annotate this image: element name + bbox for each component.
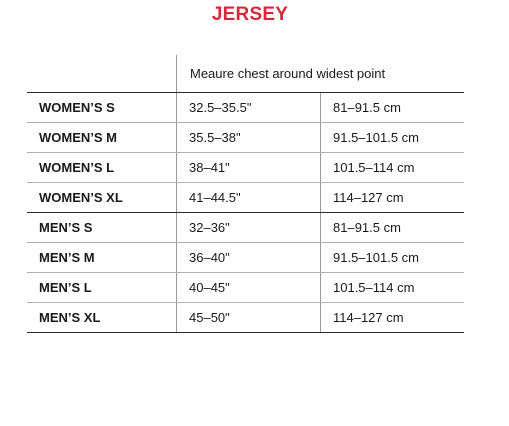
table-row bbox=[27, 213, 464, 243]
cm-value: 91.5–101.5 cm bbox=[321, 123, 465, 153]
inches-value: 45–50" bbox=[177, 303, 321, 333]
size-label: WOMEN’S S bbox=[27, 93, 177, 123]
inches-value: 38–41" bbox=[177, 153, 321, 183]
size-label: WOMEN’S XL bbox=[27, 183, 177, 213]
inches-value: 40–45" bbox=[177, 273, 321, 303]
size-label: WOMEN’S M bbox=[27, 123, 177, 153]
table-row bbox=[27, 243, 464, 273]
table-row bbox=[27, 183, 464, 213]
table-row bbox=[27, 153, 464, 183]
page-title: JERSEY bbox=[211, 4, 289, 25]
cm-value: 81–91.5 cm bbox=[321, 93, 465, 123]
table-row bbox=[27, 93, 464, 123]
table-row bbox=[27, 123, 464, 153]
inches-value: 41–44.5" bbox=[177, 183, 321, 213]
table-row bbox=[27, 303, 464, 333]
size-label: WOMEN’S L bbox=[27, 153, 177, 183]
table-header-row bbox=[27, 55, 464, 93]
cm-value: 101.5–114 cm bbox=[321, 273, 465, 303]
cm-value: 91.5–101.5 cm bbox=[321, 243, 465, 273]
size-label: MEN’S M bbox=[27, 243, 177, 273]
inches-value: 32.5–35.5" bbox=[177, 93, 321, 123]
size-label: MEN’S XL bbox=[27, 303, 177, 333]
inches-value: 35.5–38" bbox=[177, 123, 321, 153]
inches-value: 32–36" bbox=[177, 213, 321, 243]
inches-value: 36–40" bbox=[177, 243, 321, 273]
size-chart-table bbox=[27, 55, 464, 333]
measure-instruction-header: Meaure chest around widest point bbox=[177, 55, 465, 93]
size-label: MEN’S L bbox=[27, 273, 177, 303]
table-row bbox=[27, 273, 464, 303]
cm-value: 114–127 cm bbox=[321, 303, 465, 333]
cm-value: 81–91.5 cm bbox=[321, 213, 465, 243]
cm-value: 114–127 cm bbox=[321, 183, 465, 213]
header-blank-cell bbox=[27, 55, 177, 93]
size-label: MEN’S S bbox=[27, 213, 177, 243]
cm-value: 101.5–114 cm bbox=[321, 153, 465, 183]
